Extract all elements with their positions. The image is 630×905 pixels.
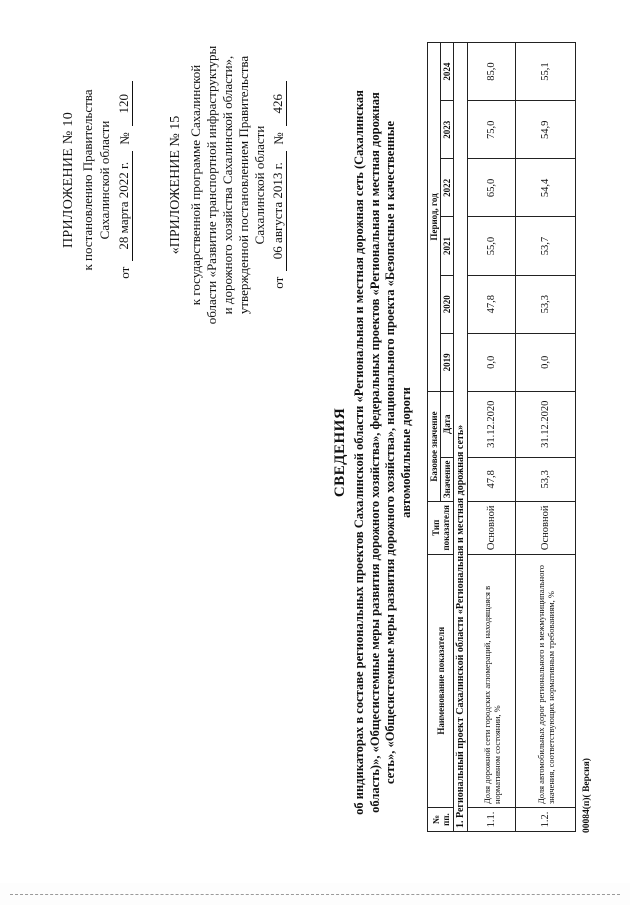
header-year-2022: 2022 — [441, 159, 454, 217]
header-year-2020: 2020 — [441, 275, 454, 333]
header-period: Период, год — [428, 43, 441, 392]
row-value-2020: 47,8 — [468, 275, 516, 333]
from-label: от — [117, 266, 132, 279]
row-value-2021: 53,7 — [516, 217, 576, 275]
header-year-2024: 2024 — [441, 43, 454, 101]
row-num: 1.2. — [516, 808, 576, 832]
header-year-2023: 2023 — [441, 101, 454, 159]
program-date-line — [270, 30, 287, 340]
row-base-value: 53,3 — [516, 457, 576, 502]
number-label: № — [117, 132, 132, 145]
row-value-2023: 54,9 — [516, 101, 576, 159]
header-base-value: Базовое значение — [428, 391, 441, 501]
row-indicator-name: Доля дорожной сети городских агломераций, находящаяся в нормативном состоянии, % — [468, 554, 516, 808]
resolution-number: 120 — [115, 81, 133, 126]
row-base-date: 31.12.2020 — [516, 391, 576, 457]
header-base-value-date: Дата — [441, 391, 454, 457]
table-row — [516, 43, 576, 832]
program-number: 426 — [270, 81, 287, 126]
appendix-10-title: ПРИЛОЖЕНИЕ № 10 — [61, 112, 76, 248]
header-year-2019: 2019 — [441, 333, 454, 391]
row-base-date: 31.12.2020 — [468, 391, 516, 457]
scan-bottom-edge — [0, 883, 630, 905]
number-label: № — [271, 132, 286, 145]
row-indicator-type: Основной — [516, 502, 576, 554]
program-appendix-header — [168, 30, 287, 340]
from-label: от — [271, 276, 286, 289]
program-line-5: Сахалинской области — [252, 125, 267, 245]
row-value-2020: 53,3 — [516, 275, 576, 333]
row-indicator-type: Основной — [468, 502, 516, 554]
header-year-2021: 2021 — [441, 217, 454, 275]
row-value-2024: 85,0 — [468, 43, 516, 101]
section-title: 1. Региональный проект Сахалинской области «Региональная и местная дорожная сеть» — [454, 43, 468, 832]
header-indicator-type: Тип показателя — [428, 502, 454, 554]
program-date: 06 августа 2013 г. — [270, 151, 287, 271]
header-num: № пп. — [428, 808, 454, 832]
row-value-2022: 65,0 — [468, 159, 516, 217]
program-line-2: области «Развитие транспортной инфраструктуры — [204, 45, 219, 325]
summary-title: СВЕДЕНИЯ — [332, 407, 348, 498]
resolution-date: 28 марта 2022 г. — [115, 151, 133, 261]
section-row — [454, 43, 468, 832]
row-base-value: 47,8 — [468, 457, 516, 502]
document-version-code: 00084(п)( Версия) — [582, 758, 592, 833]
program-line-1: к государственной программе Сахалинской — [188, 64, 203, 306]
resolution-date-line — [115, 50, 133, 310]
program-line-3: и дорожного хозяйства Сахалинской области», — [220, 55, 235, 315]
row-num: 1.1. — [468, 808, 516, 832]
row-value-2022: 54,4 — [516, 159, 576, 217]
program-line-4: утвержденной постановлением Правительства — [236, 55, 251, 315]
summary-block — [332, 90, 414, 815]
appendix-15-title: «ПРИЛОЖЕНИЕ № 15 — [168, 115, 183, 255]
resolution-line-1: к постановлению Правительства — [80, 89, 95, 271]
table-row — [468, 43, 516, 832]
row-indicator-name: Доля автомобильных дорог регионального и межмуниципального значения, соответствующих нормативным требованиям, % — [516, 554, 576, 808]
header-indicator-name: Наименование показателя — [428, 554, 454, 808]
scan-divider — [10, 894, 620, 895]
header-base-value-value: Значение — [441, 457, 454, 502]
resolution-header — [60, 50, 133, 310]
summary-text: об индикаторах в составе региональных проектов Сахалинской области «Региональная и местная дорожная сеть (Сахалинская область)», «Общесистемные меры развития дорожного хозяйства», федеральных проектов «Региональная и местная дорожная сеть», «Общесистемные меры развития дорожного хозяйства», национального проекта «Безопасные и качественные автомобильные дороги — [352, 90, 413, 815]
row-value-2019: 0,0 — [468, 333, 516, 391]
row-value-2024: 55,1 — [516, 43, 576, 101]
indicators-table — [427, 42, 576, 832]
resolution-line-2: Сахалинской области — [97, 120, 112, 240]
row-value-2019: 0,0 — [516, 333, 576, 391]
row-value-2021: 55,0 — [468, 217, 516, 275]
row-value-2023: 75,0 — [468, 101, 516, 159]
